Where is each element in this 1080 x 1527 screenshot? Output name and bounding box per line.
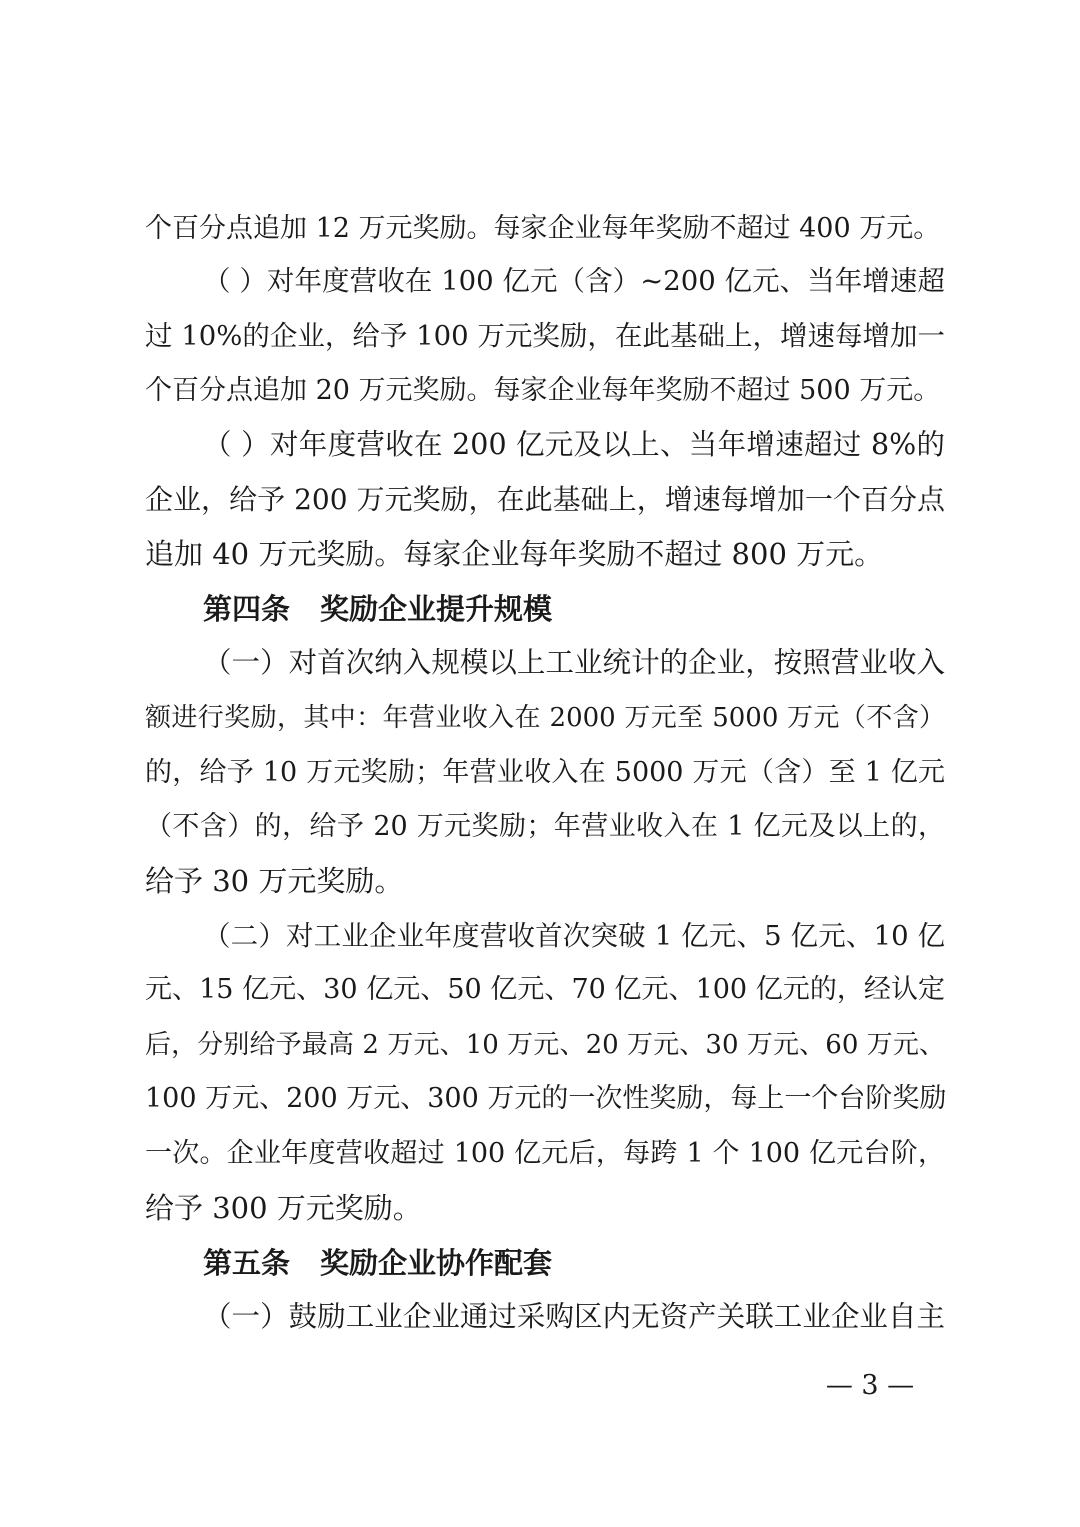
article-title: 奖励企业提升规模 [320,592,553,626]
text-line: 给予 30 万元奖励。 [145,864,404,898]
paragraph-start-line: （ ）对年度营收在 100 亿元（含）~200 亿元、当年增速超 [203,265,945,297]
text-line: 个百分点追加 12 万元奖励。每家企业每年奖励不超过 400 万元。 [145,213,941,244]
article-title: 奖励企业协作配套 [320,1246,553,1280]
article-five-heading [203,1243,552,1283]
text-line: 后，分别给予最高 2 万元、10 万元、20 万元、30 万元、60 万元、 [145,1030,945,1060]
text-line: 额进行奖励，其中：年营业收入在 2000 万元至 5000 万元（不含） [145,703,945,733]
text-line: 给予 300 万元奖励。 [145,1191,422,1225]
page-number: — 3 — [825,1370,915,1401]
text-line: （不含）的，给予 20 万元奖励；年营业收入在 1 亿元及以上的， [145,811,945,842]
paragraph-start-line: （一）对首次纳入规模以上工业统计的企业，按照营业收入 [203,646,945,679]
text-line: 一次。企业年度营收超过 100 亿元后，每跨 1 个 100 亿元台阶， [145,1138,945,1169]
paragraph-start-line: （一）鼓励工业企业通过采购区内无资产关联工业企业自主 [203,1300,945,1333]
text-line: 企业，给予 200 万元奖励，在此基础上，增速每增加一个百分点 [145,483,945,516]
article-number: 第四条 [203,592,291,626]
paragraph-start-line: （二）对工业企业年度营收首次突破 1 亿元、5 亿元、10 亿 [203,920,945,952]
text-line: 元、15 亿元、30 亿元、50 亿元、70 亿元、100 亿元的，经认定 [145,974,945,1005]
article-number: 第五条 [203,1246,291,1280]
paragraph-start-line: （ ）对年度营收在 200 亿元及以上、当年增速超过 8%的 [203,428,945,461]
text-line: 100 万元、200 万元、300 万元的一次性奖励，每上一个台阶奖励 [145,1083,947,1114]
text-line: 追加 40 万元奖励。每家企业每年奖励不超过 800 万元。 [145,537,884,571]
text-line: 个百分点追加 20 万元奖励。每家企业每年奖励不超过 500 万元。 [145,375,941,406]
text-line: 的，给予 10 万元奖励；年营业收入在 5000 万元（含）至 1 亿元 [145,757,945,788]
article-four-heading [203,589,552,629]
text-line: 过 10%的企业，给予 100 万元奖励，在此基础上，增速每增加一 [145,320,945,352]
